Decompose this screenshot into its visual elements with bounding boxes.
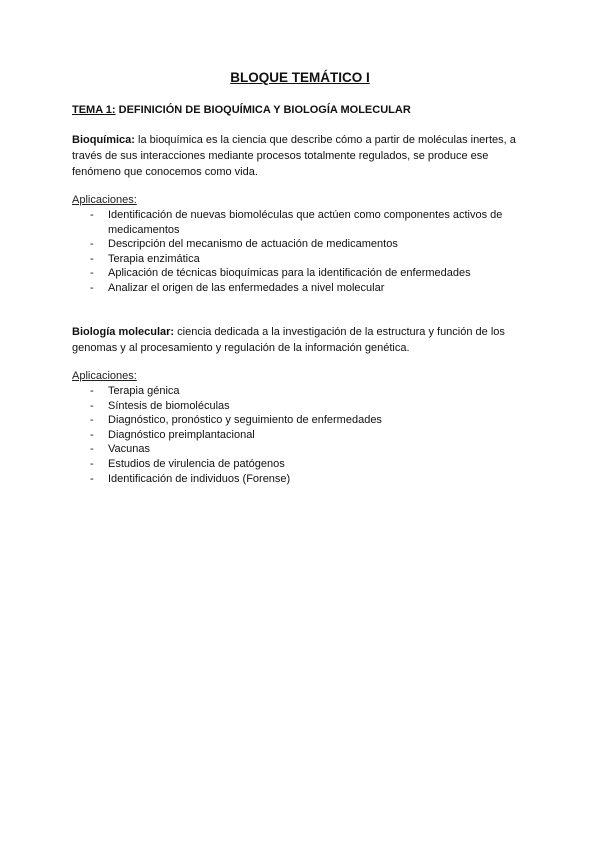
biochemistry-paragraph [72, 132, 532, 180]
topic-text: DEFINICIÓN DE BIOQUÍMICA Y BIOLOGÍA MOLECULAR [115, 104, 411, 116]
list-item: - Analizar el origen de las enfermedades a nivel molecular [72, 281, 532, 296]
molecular-biology-paragraph [72, 324, 532, 356]
list-item: - Síntesis de biomoléculas [72, 399, 532, 414]
molecular-biology-applications-label: Aplicaciones: [72, 370, 137, 382]
list-item: - Terapia génica [72, 384, 532, 399]
list-item: - Aplicación de técnicas bioquímicas para la identificación de enfermedades [72, 266, 532, 281]
molecular-biology-term: Biología molecular: [72, 326, 175, 338]
list-item: - Descripción del mecanismo de actuación de medicamentos [72, 237, 532, 252]
biochemistry-applications-label: Aplicaciones: [72, 194, 137, 206]
biochemistry-applications-list [72, 208, 532, 296]
document-title: BLOQUE TEMÁTICO I [230, 70, 370, 85]
list-item: - Diagnóstico preimplantacional [72, 428, 532, 443]
list-item: - Vacunas [72, 442, 532, 457]
molecular-biology-definition: ciencia dedicada a la investigación de la estructura y función de los genomas y al procesamiento y regulación de la información genética. [72, 326, 505, 354]
topic-heading [72, 104, 411, 116]
list-item: - Diagnóstico, pronóstico y seguimiento de enfermedades [72, 413, 532, 428]
molecular-biology-applications-list [72, 384, 532, 486]
list-item: - Estudios de virulencia de patógenos [72, 457, 532, 472]
topic-label: TEMA 1: [72, 104, 116, 116]
list-item: - Identificación de nuevas biomoléculas que actúen como componentes activos de medicamentos [72, 208, 532, 237]
list-item: - Identificación de individuos (Forense) [72, 472, 532, 487]
biochemistry-term: Bioquímica: [72, 134, 135, 146]
biochemistry-definition: la bioquímica es la ciencia que describe cómo a partir de moléculas inertes, a través de sus interacciones mediante procesos totalmente regulados, se produce ese fenómeno que conocemos como vida. [72, 134, 516, 178]
list-item: - Terapia enzimática [72, 252, 532, 267]
